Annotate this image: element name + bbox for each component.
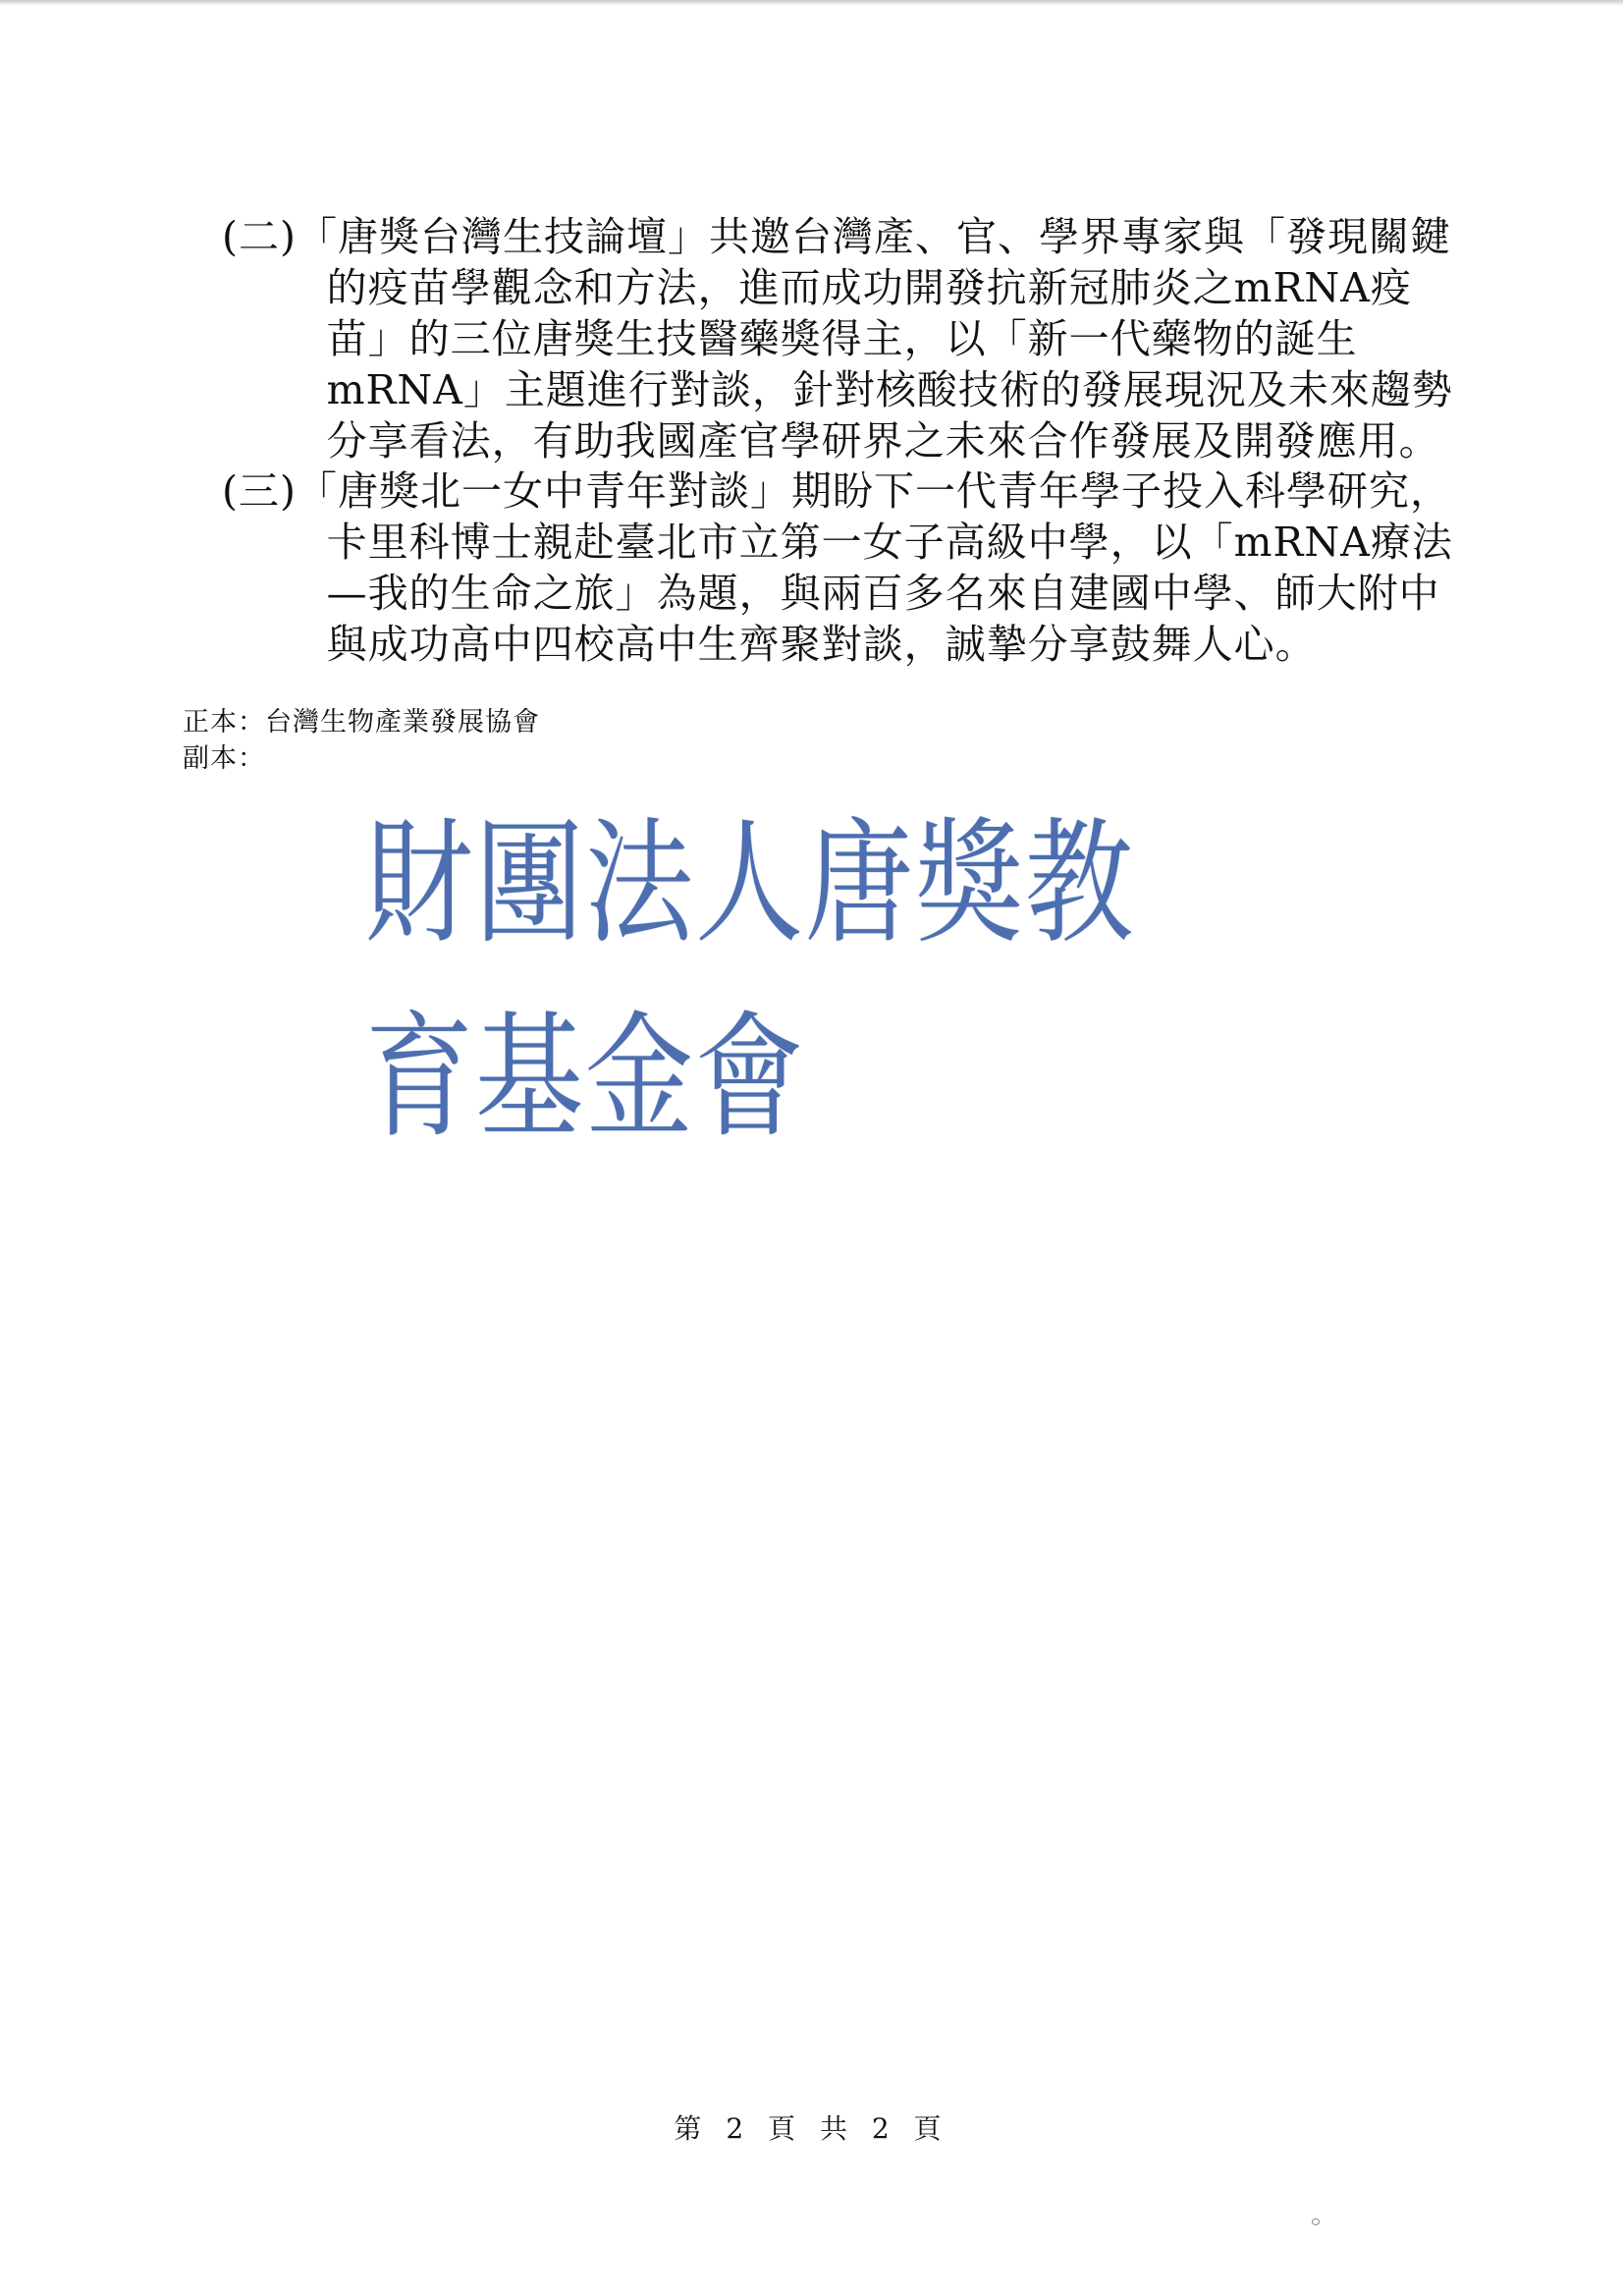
body-paragraph-2: (二)「唐獎台灣生技論壇」共邀台灣產、官、學界專家與「發現關鍵的疫苗學觀念和方法，進而成功開發抗新冠肺炎之mRNA疫苗」的三位唐獎生技醫藥獎得主，以「新一代藥物的誕生mRNA」主題進行對談，針對核酸技術的發展現況及未來趨勢分享看法，有助我國產官學研界之未來合作發展及開發應用。	[222, 213, 1453, 465]
main-recipient-line: 正本：台灣生物產業發展協會	[183, 707, 540, 738]
copy-recipient-line: 副本：	[183, 743, 265, 774]
scan-speck	[1312, 2218, 1320, 2225]
organization-seal-stamp	[365, 804, 1229, 1156]
page-number-footer: 第 2 頁 共 2 頁	[674, 2112, 949, 2145]
body-paragraph-3: (三)「唐獎北一女中青年對談」期盼下一代青年學子投入科學研究，卡里科博士親赴臺北市立第一女子高級中學，以「mRNA療法—我的生命之旅」為題，與兩百多名來自建國中學、師大附中與成功高中四校高中生齊聚對談，誠摯分享鼓舞人心。	[222, 467, 1453, 668]
scan-edge-shadow	[0, 0, 1623, 6]
seal-text: 財團法人唐獎教育基金會	[365, 804, 1135, 1156]
